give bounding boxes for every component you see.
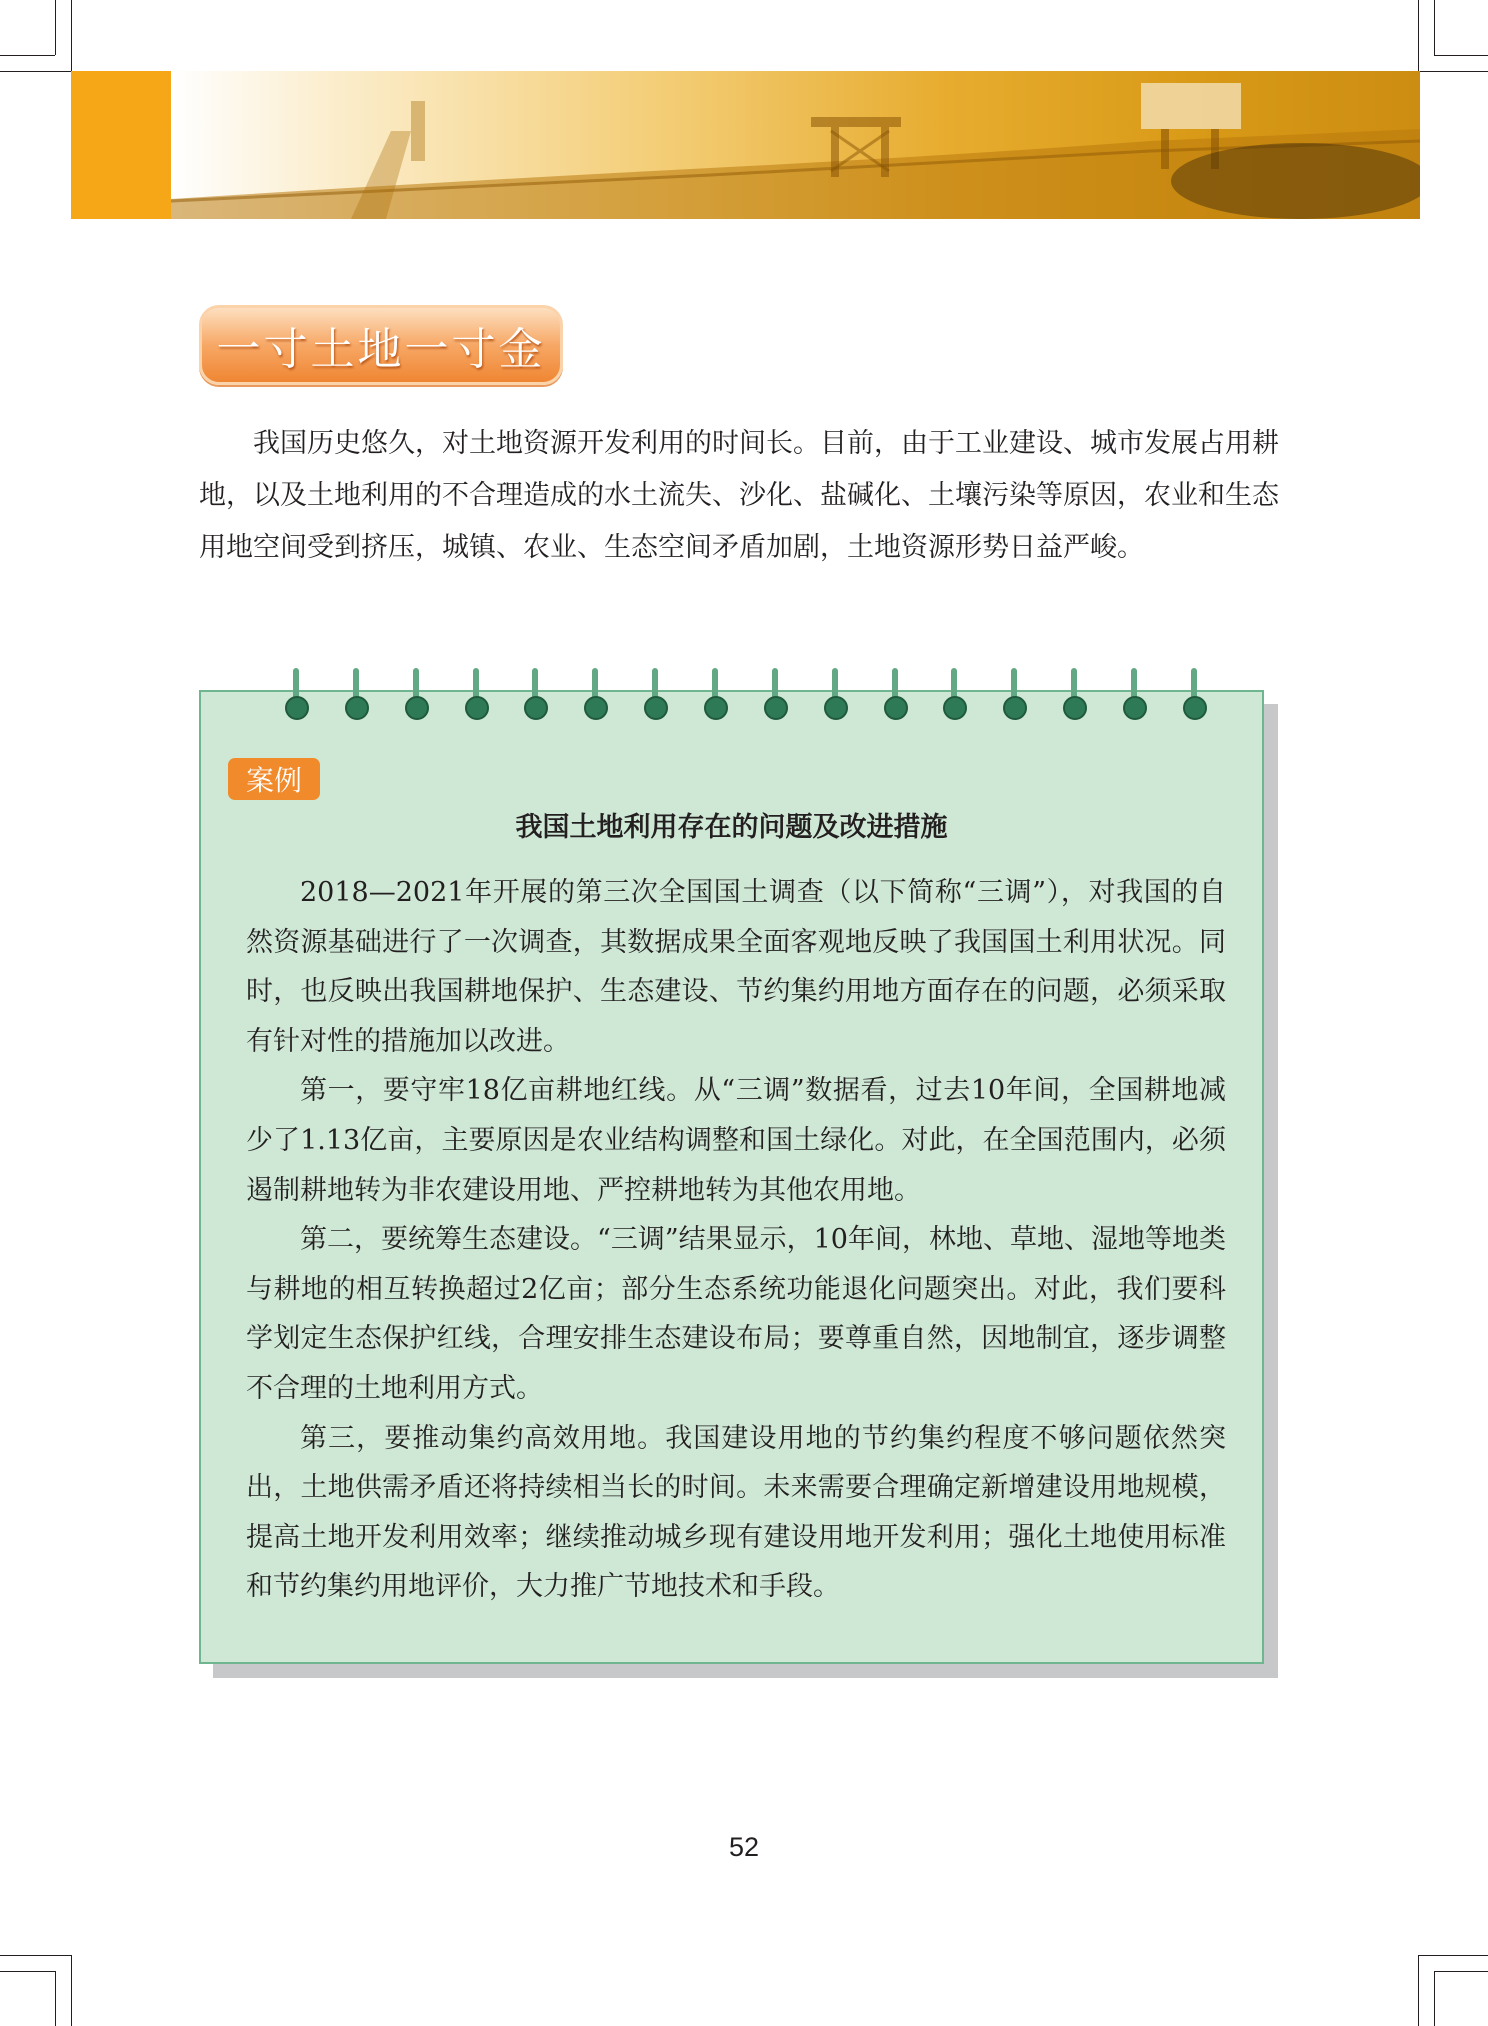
binding-ring bbox=[1123, 668, 1145, 718]
binding-ring bbox=[644, 668, 666, 718]
binding-ring bbox=[524, 668, 546, 718]
crop-mark bbox=[1434, 1971, 1435, 2026]
crop-mark bbox=[71, 1955, 72, 2026]
binding-ring bbox=[465, 668, 487, 718]
binding-ring bbox=[1003, 668, 1025, 718]
binding-ring bbox=[285, 668, 307, 718]
dam-illustration bbox=[171, 71, 1420, 219]
crop-mark bbox=[55, 1971, 56, 2026]
header-color-tab bbox=[71, 71, 171, 219]
crop-mark bbox=[0, 71, 71, 72]
spiral-binding bbox=[285, 668, 1205, 718]
crop-mark bbox=[0, 1955, 71, 1956]
crop-mark bbox=[1418, 0, 1419, 71]
crop-mark bbox=[0, 1971, 55, 1972]
binding-ring bbox=[884, 668, 906, 718]
binding-ring bbox=[345, 668, 367, 718]
binding-ring bbox=[764, 668, 786, 718]
crop-mark bbox=[71, 0, 72, 71]
crop-mark bbox=[1434, 0, 1435, 55]
page-number: 52 bbox=[728, 1832, 760, 1862]
crop-mark bbox=[1418, 1955, 1419, 2026]
case-paragraph: 2018—2021年开展的第三次全国国土调查（以下简称“三调”），对我国的自然资源基础进行了一次调查，其数据成果全面客观地反映了我国国土利用状况。同时，也反映出我国耕地保护、生态建设、节约集约用地方面存在的问题，必须采取有针对性的措施加以改进。 bbox=[246, 877, 1226, 1057]
crop-mark bbox=[1434, 55, 1488, 56]
crop-mark bbox=[1434, 1971, 1488, 1972]
crop-mark bbox=[55, 0, 56, 55]
case-body bbox=[246, 868, 1226, 1612]
case-paragraph: 第二，要统筹生态建设。“三调”结果显示，10年间，林地、草地、湿地等地类与耕地的相互转换超过2亿亩；部分生态系统功能退化问题突出。对此，我们要科学划定生态保护红线，合理安排生态建设布局；要尊重自然，因地制宜，逐步调整不合理的土地利用方式。 bbox=[246, 1224, 1226, 1404]
case-badge: 案例 bbox=[228, 758, 320, 800]
binding-ring bbox=[1063, 668, 1085, 718]
binding-ring bbox=[405, 668, 427, 718]
crop-mark bbox=[1418, 1955, 1488, 1956]
header-banner-image bbox=[171, 71, 1420, 219]
binding-ring bbox=[704, 668, 726, 718]
binding-ring bbox=[584, 668, 606, 718]
crop-mark bbox=[1418, 71, 1488, 72]
crop-mark bbox=[0, 55, 55, 56]
binding-ring bbox=[943, 668, 965, 718]
intro-paragraph: 我国历史悠久，对土地资源开发利用的时间长。目前，由于工业建设、城市发展占用耕地，以及土地利用的不合理造成的水土流失、沙化、盐碱化、土壤污染等原因，农业和生态用地空间受到挤压，城镇、农业、生态空间矛盾加剧，土地资源形势日益严峻。 bbox=[199, 428, 1279, 563]
case-paragraph: 第三，要推动集约高效用地。我国建设用地的节约集约程度不够问题依然突出，土地供需矛盾还将持续相当长的时间。未来需要合理确定新增建设用地规模，提高土地开发利用效率；继续推动城乡现有建设用地开发利用；强化土地使用标准和节约集约用地评价，大力推广节地技术和手段。 bbox=[246, 1422, 1226, 1603]
binding-ring bbox=[824, 668, 846, 718]
binding-ring bbox=[1183, 668, 1205, 718]
section-title: 一寸土地一寸金 bbox=[216, 324, 546, 375]
case-paragraph: 第一，要守牢18亿亩耕地红线。从“三调”数据看，过去10年间，全国耕地减少了1.13亿亩，主要原因是农业结构调整和国土绿化。对此，在全国范围内，必须遏制耕地转为非农建设用地、严控耕地转为其他农用地。 bbox=[246, 1075, 1226, 1206]
section-title-pill bbox=[199, 305, 563, 385]
case-title: 我国土地利用存在的问题及改进措施 bbox=[515, 812, 948, 843]
